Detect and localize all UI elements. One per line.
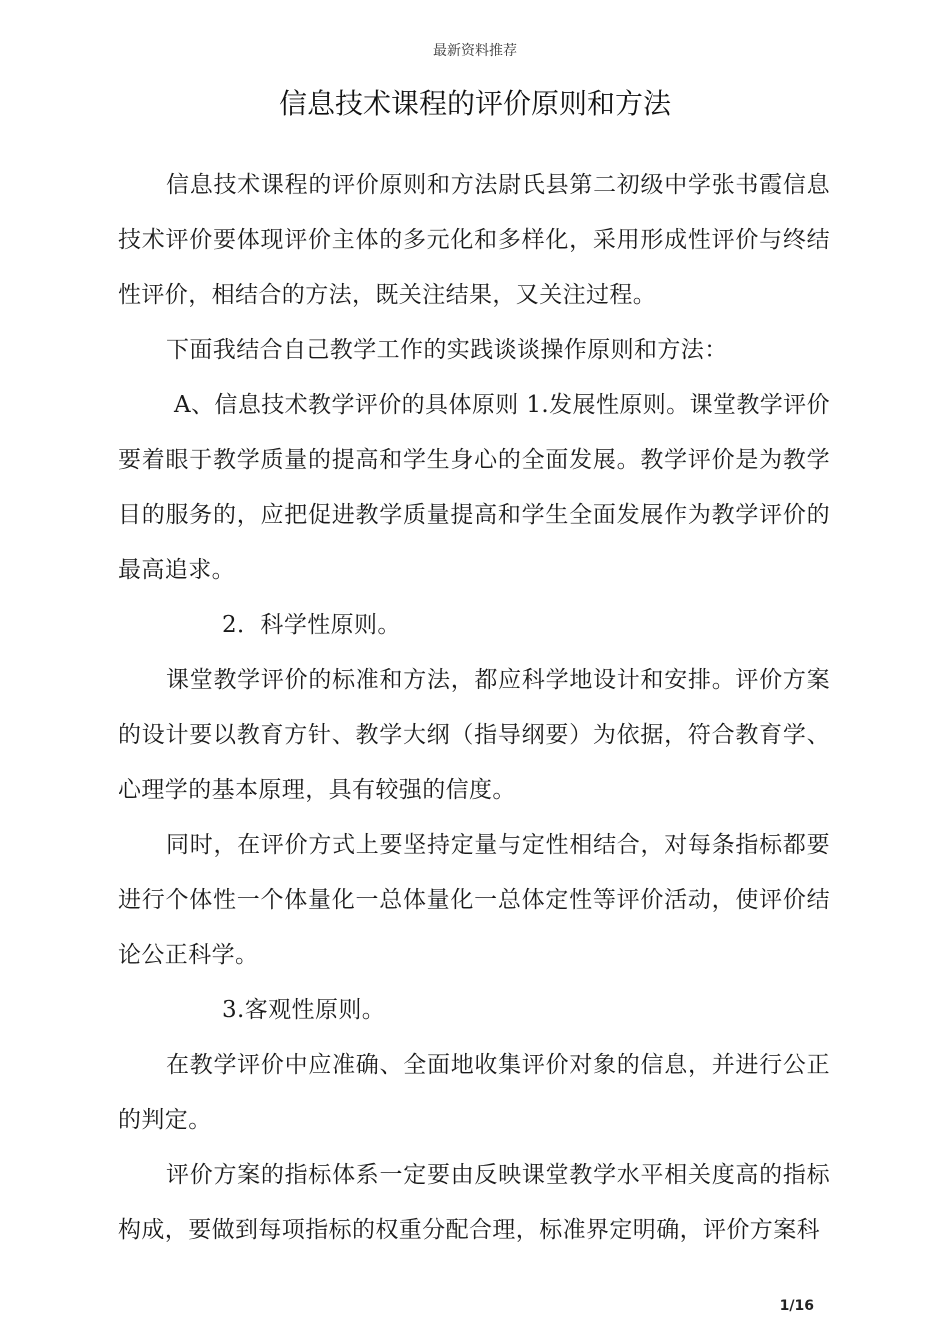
- paragraph-scientific-standards: 课堂教学评价的标准和方法，都应科学地设计和安排。评价方案的设计要以教育方针、教学大纲（指导纲要）为依据，符合教育学、心理学的基本原理，具有较强的信度。: [118, 667, 830, 803]
- document-title: 信息技术课程的评价原则和方法: [278, 87, 671, 120]
- paragraph-intro: 信息技术课程的评价原则和方法尉氏县第二初级中学张书霞信息技术评价要体现评价主体的多元化和多样化，采用形成性评价与终结性评价，相结合的方法，既关注结果，又关注过程。: [118, 172, 830, 308]
- paragraph-principle-development: A、信息技术教学评价的具体原则 1.发展性原则。课堂教学评价要着眼于教学质量的提高和学生身心的全面发展。教学评价是为教学目的服务的，应把促进教学质量提高和学生全面发展作为教学评价的最高追求。: [118, 392, 830, 583]
- paragraph-quantitative-qualitative: 同时，在评价方式上要坚持定量与定性相结合，对每条指标都要进行个体性一个体量化一总体量化一总体定性等评价活动，使评价结论公正科学。: [118, 832, 830, 968]
- page-number: 1/16: [779, 1298, 814, 1314]
- paragraph-indicator-system: 评价方案的指标体系一定要由反映课堂教学水平相关度高的指标构成，要做到每项指标的权重分配合理，标准界定明确，评价方案科: [118, 1162, 830, 1243]
- heading-scientific-principle: 2．科学性原则。: [222, 612, 401, 638]
- paragraph-lead-in: 下面我结合自己教学工作的实践谈谈操作原则和方法：: [166, 337, 728, 363]
- heading-objective-principle: 3.客观性原则。: [222, 997, 386, 1023]
- header-note: 最新资料推荐: [433, 43, 517, 59]
- document-body: [118, 158, 830, 1258]
- paragraph-objective-information: 在教学评价中应准确、全面地收集评价对象的信息，并进行公正的判定。: [118, 1052, 830, 1133]
